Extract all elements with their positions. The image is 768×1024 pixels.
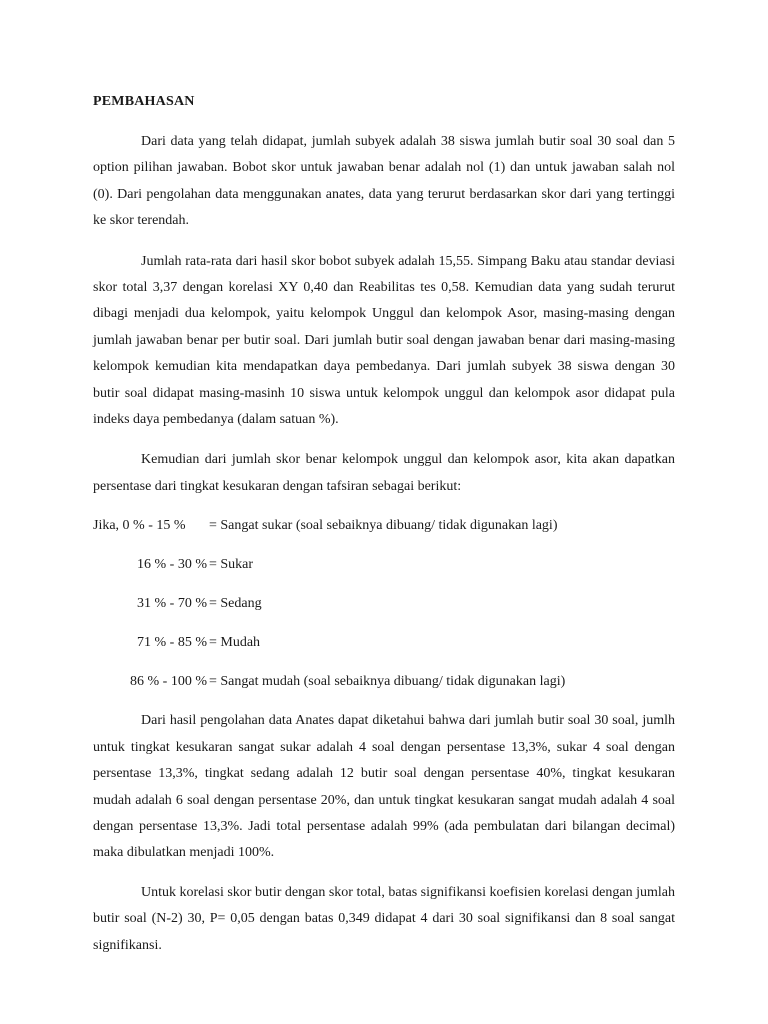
scale-description: = Sedang [209, 596, 262, 612]
scale-range: 31 % - 70 % [137, 596, 207, 612]
scale-range: 71 % - 85 % [137, 635, 207, 651]
paragraph-anates-results: Dari hasil pengolahan data Anates dapat diketahui bahwa dari jumlah butir soal 30 soal, jumlh untuk tingkat kesukaran sangat sukar adalah 4 soal dengan persentase 13,3%, sukar 4 soal dengan persentase 13,3%, tingkat sedang adalah 12 butir soal dengan persentase 40%, tingkat kesukaran mudah adalah 6 soal dengan persentase 20%, dan untuk tingkat kesukaran sangat mudah adalah 4 soal dengan persentase 13,3%. Jadi total persentase adalah 99% (ada pembulatan dari bilangan decimal) maka dibulatkan menjadi 100%. [93, 713, 675, 861]
section-heading: PEMBAHASAN [93, 94, 195, 109]
scale-range: 86 % - 100 % [130, 674, 207, 690]
scale-description: = Sangat mudah (soal sebaiknya dibuang/ tidak digunakan lagi) [209, 674, 566, 690]
document-page [93, 90, 675, 959]
paragraph-difficulty-intro: Kemudian dari jumlah skor benar kelompok unggul dan kelompok asor, kita akan dapatkan persentase dari tingkat kesukaran dengan tafsiran sebagai berikut: [93, 452, 675, 494]
paragraph-correlation: Untuk korelasi skor butir dengan skor total, batas signifikansi koefisien korelasi dengan jumlah butir soal (N-2) 30, P= 0,05 dengan batas 0,349 didapat 4 dari 30 soal signifikansi dan 8 soal sangat signifikansi. [93, 884, 675, 953]
scale-row [93, 591, 675, 630]
scale-range: 16 % - 30 % [137, 557, 207, 573]
scale-range: Jika, 0 % - 15 % [93, 518, 186, 534]
paragraph-data-summary: Dari data yang telah didapat, jumlah subyek adalah 38 siswa jumlah butir soal 30 soal dan 5 option pilihan jawaban. Bobot skor untuk jawaban benar adalah nol (1) dan untuk jawaban salah nol (0). Dari pengolahan data menggunakan anates, data yang terurut berdasarkan skor dari yang tertinggi ke skor terendah. [93, 134, 675, 229]
scale-description: = Mudah [209, 635, 261, 651]
difficulty-scale-list [93, 513, 675, 708]
scale-row [93, 630, 675, 669]
scale-row [93, 669, 675, 708]
scale-row [93, 513, 675, 552]
scale-description: = Sukar [209, 557, 254, 573]
scale-description: = Sangat sukar (soal sebaiknya dibuang/ tidak digunakan lagi) [209, 518, 558, 534]
scale-row [93, 552, 675, 591]
paragraph-statistics: Jumlah rata-rata dari hasil skor bobot subyek adalah 15,55. Simpang Baku atau standar deviasi skor total 3,37 dengan korelasi XY 0,40 dan Reabilitas tes 0,58. Kemudian data yang sudah terurut dibagi menjadi dua kelompok, yaitu kelompok Unggul dan kelompok Asor, masing-masing dengan jumlah jawaban benar per butir soal. Dari jumlah butir soal dengan jawaban benar dari masing-masing kelompok kemudian kita mendapatkan daya pembedanya. Dari jumlah subyek 38 siswa dengan 30 butir soal didapat masing-masinh 10 siswa untuk kelompok unggul dan kelompok asor didapat pula indeks daya pembedanya (dalam satuan %). [93, 253, 675, 428]
